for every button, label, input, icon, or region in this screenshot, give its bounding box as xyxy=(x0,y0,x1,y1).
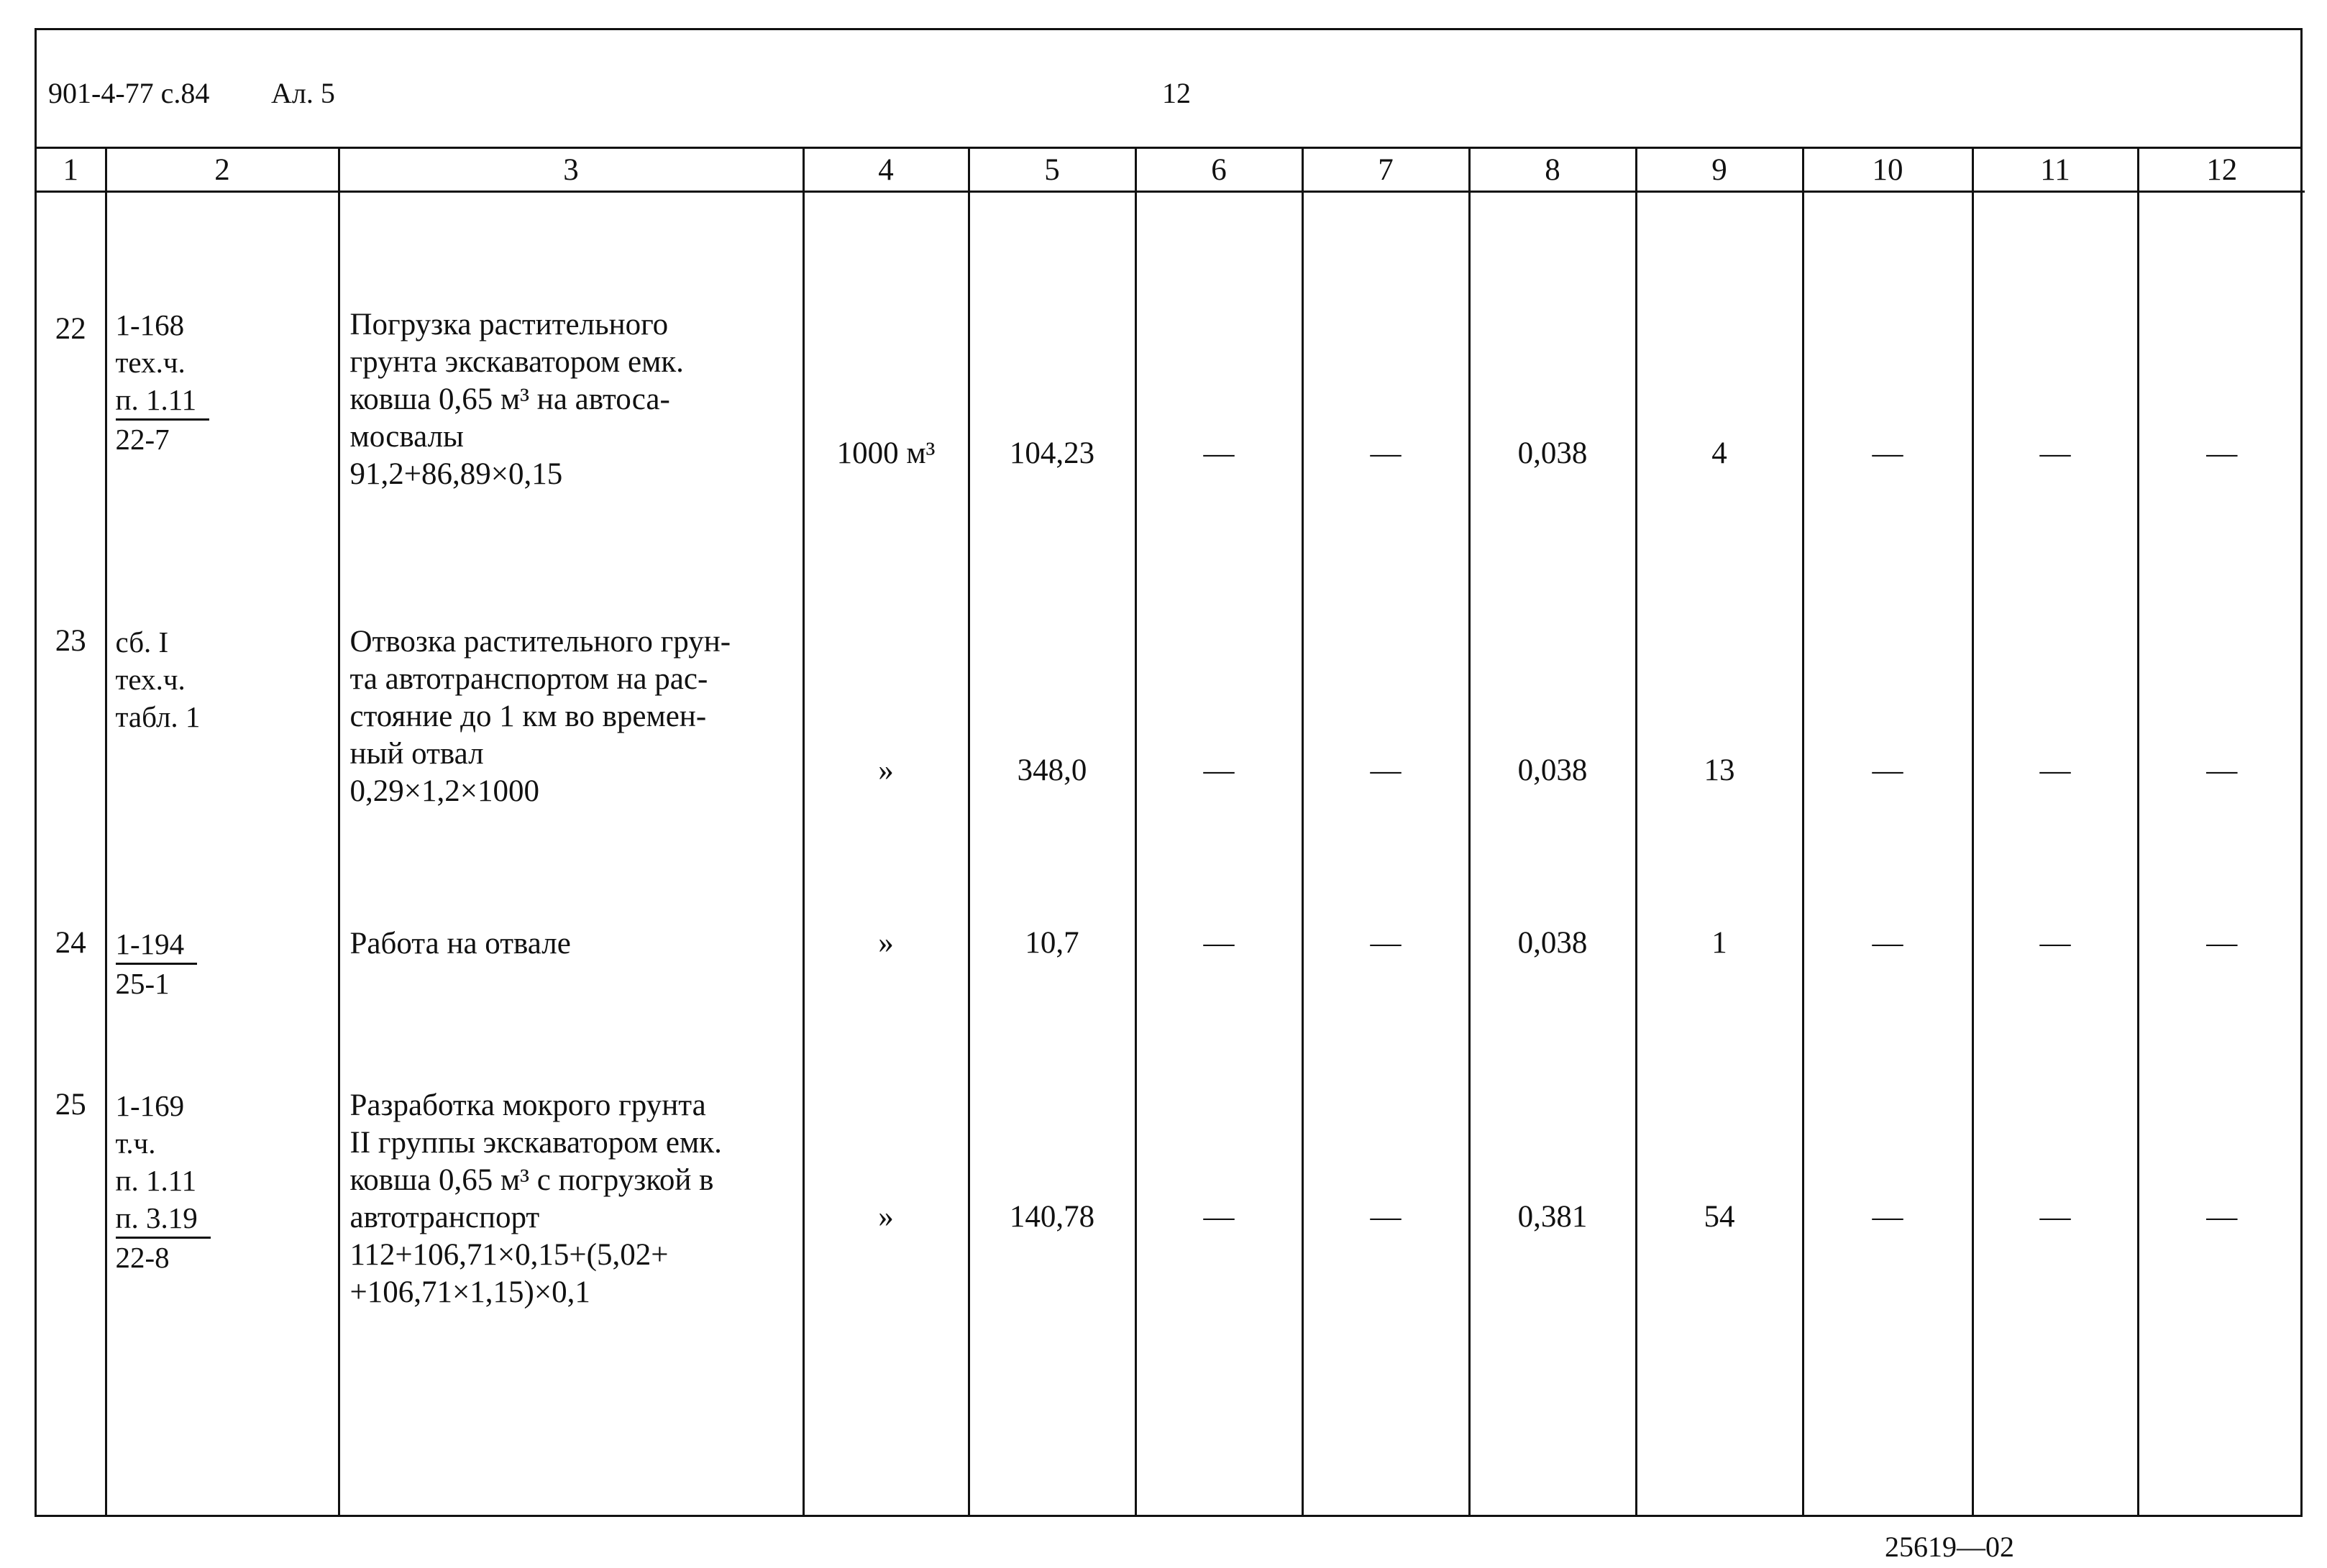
col8-cell: 0,038 xyxy=(1469,925,1636,1087)
col7-cell: — xyxy=(1302,925,1469,1087)
col6-cell: — xyxy=(1135,925,1302,1087)
row-number: 25 xyxy=(55,1087,86,1122)
col10-cell: — xyxy=(1803,925,1972,1087)
column-header: 2 xyxy=(106,149,339,192)
column-header: 5 xyxy=(969,149,1135,192)
table-row xyxy=(37,623,2305,925)
sheet-header xyxy=(37,30,2300,149)
col11-cell: — xyxy=(1972,925,2138,1087)
col7-cell: — xyxy=(1302,1087,1469,1516)
row-number: 24 xyxy=(55,925,86,960)
col12-cell: — xyxy=(2138,1087,2305,1516)
norm-reference: 1-169 т.ч. п. 1.11 п. 3.19 22-8 xyxy=(106,1087,339,1516)
column-header: 1 xyxy=(37,149,106,192)
col12-cell: — xyxy=(2138,925,2305,1087)
column-header: 9 xyxy=(1636,149,1803,192)
quantity-cell: 140,78 xyxy=(969,1087,1135,1516)
work-description: Работа на отвале xyxy=(339,925,803,1087)
col10-cell: — xyxy=(1803,1087,1972,1516)
unit-cell: 1000 м³ xyxy=(803,192,969,623)
estimate-table xyxy=(37,149,2305,1515)
estimate-sheet xyxy=(35,28,2303,1517)
table-row xyxy=(37,925,2305,1087)
col6-cell: — xyxy=(1135,1087,1302,1516)
unit-cell: » xyxy=(803,925,969,1087)
col11-cell: — xyxy=(1972,192,2138,623)
col8-cell: 0,038 xyxy=(1469,623,1636,925)
footer-code: 25619—02 xyxy=(1885,1531,2014,1563)
col9-cell: 13 xyxy=(1636,623,1803,925)
row-number: 23 xyxy=(55,623,86,658)
col6-cell: — xyxy=(1135,623,1302,925)
column-header: 4 xyxy=(803,149,969,192)
column-header: 12 xyxy=(2138,149,2305,192)
col11-cell: — xyxy=(1972,1087,2138,1516)
unit-cell: » xyxy=(803,623,969,925)
page-number: 12 xyxy=(1162,77,1191,109)
unit-cell: » xyxy=(803,1087,969,1516)
col6-cell: — xyxy=(1135,192,1302,623)
work-description: Погрузка растительного грунта экскаватором емк. ковша 0,65 м³ на автоса- мосвалы 91,2+86,89×0,15 xyxy=(339,192,803,623)
col10-cell: — xyxy=(1803,623,1972,925)
norm-reference: сб. I тех.ч. табл. 1 xyxy=(106,623,339,925)
column-header: 11 xyxy=(1972,149,2138,192)
norm-reference: 1-194 25-1 xyxy=(106,925,339,1087)
col7-cell: — xyxy=(1302,623,1469,925)
norm-reference: 1-168 тех.ч. п. 1.11 22-7 xyxy=(106,192,339,623)
column-header: 10 xyxy=(1803,149,1972,192)
table-row xyxy=(37,1087,2305,1516)
quantity-cell: 10,7 xyxy=(969,925,1135,1087)
quantity-cell: 348,0 xyxy=(969,623,1135,925)
quantity-cell: 104,23 xyxy=(969,192,1135,623)
table-row xyxy=(37,192,2305,623)
column-header: 3 xyxy=(339,149,803,192)
row-number: 22 xyxy=(55,312,86,346)
col7-cell: — xyxy=(1302,192,1469,623)
col12-cell: — xyxy=(2138,623,2305,925)
album-number: Ал. 5 xyxy=(271,77,335,109)
work-description: Отвозка растительного грун- та автотранспортом на рас- стояние до 1 км во времен- ный отвал 0,29×1,2×1000 xyxy=(339,623,803,925)
column-number-row xyxy=(37,149,2305,192)
column-header: 8 xyxy=(1469,149,1636,192)
col12-cell: — xyxy=(2138,192,2305,623)
col9-cell: 4 xyxy=(1636,192,1803,623)
column-header: 7 xyxy=(1302,149,1469,192)
col8-cell: 0,038 xyxy=(1469,192,1636,623)
col8-cell: 0,381 xyxy=(1469,1087,1636,1516)
document-code: 901-4-77 с.84 xyxy=(48,77,210,109)
work-description: Разработка мокрого грунта II группы экскаватором емк. ковша 0,65 м³ с погрузкой в автотранспорт 112+106,71×0,15+(5,02+ +106,71×1,15)×0,1 xyxy=(339,1087,803,1516)
col11-cell: — xyxy=(1972,623,2138,925)
col9-cell: 1 xyxy=(1636,925,1803,1087)
col9-cell: 54 xyxy=(1636,1087,1803,1516)
column-header: 6 xyxy=(1135,149,1302,192)
col10-cell: — xyxy=(1803,192,1972,623)
